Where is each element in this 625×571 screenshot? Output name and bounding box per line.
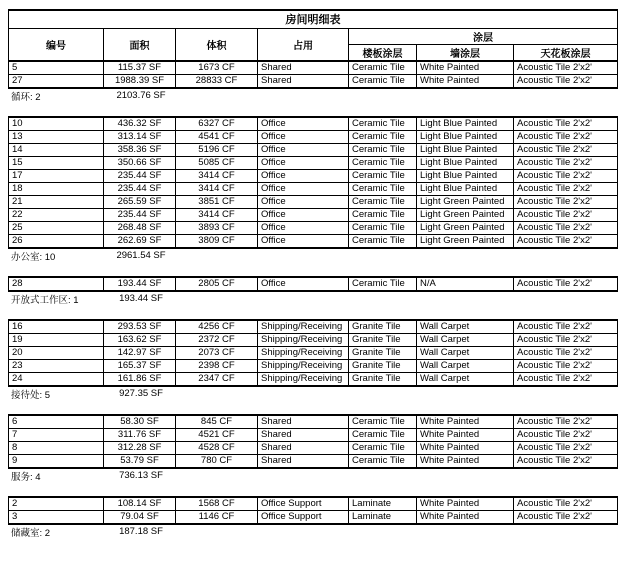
table-row [9,346,618,359]
table-row [9,221,618,234]
cell-area: 163.62 SF [104,333,176,346]
cell-volume: 3414 CF [176,182,258,195]
cell-wall-finish: White Painted [417,74,514,88]
cell-volume: 2398 CF [176,359,258,372]
group-footer [8,89,617,103]
table-row [9,441,618,454]
cell-floor-finish: Granite Tile [349,359,417,372]
col-header-area: 面积 [104,28,176,61]
cell-number: 6 [9,415,104,429]
cell-volume: 3414 CF [176,169,258,182]
cell-occupancy: Office Support [258,497,349,511]
cell-number: 5 [9,61,104,75]
group-rows [9,415,618,468]
cell-floor-finish: Ceramic Tile [349,182,417,195]
cell-ceiling-finish: Acoustic Tile 2'x2' [514,156,618,169]
cell-area: 350.66 SF [104,156,176,169]
cell-ceiling-finish: Acoustic Tile 2'x2' [514,169,618,182]
cell-wall-finish: Wall Carpet [417,372,514,386]
cell-volume: 4521 CF [176,428,258,441]
cell-floor-finish: Ceramic Tile [349,143,417,156]
cell-volume: 6327 CF [176,117,258,131]
cell-number: 15 [9,156,104,169]
cell-ceiling-finish: Acoustic Tile 2'x2' [514,277,618,291]
group-footer-total: 187.18 SF [119,526,163,537]
group-footer-total: 2103.76 SF [116,90,166,101]
table-row [9,195,618,208]
table-row [9,156,618,169]
col-header-occupancy: 占用 [258,28,349,61]
cell-volume: 4256 CF [176,320,258,334]
table-row [9,497,618,511]
cell-floor-finish: Ceramic Tile [349,74,417,88]
table-row [9,428,618,441]
cell-volume: 3851 CF [176,195,258,208]
cell-occupancy: Office [258,234,349,248]
cell-floor-finish: Laminate [349,510,417,524]
table-row [9,61,618,75]
schedule-group-table [8,414,618,469]
table-row [9,169,618,182]
cell-number: 13 [9,130,104,143]
cell-number: 21 [9,195,104,208]
cell-number: 8 [9,441,104,454]
group-footer-total: 193.44 SF [119,293,163,304]
cell-ceiling-finish: Acoustic Tile 2'x2' [514,428,618,441]
cell-volume: 1568 CF [176,497,258,511]
schedule-group-table [8,116,618,249]
cell-floor-finish: Ceramic Tile [349,415,417,429]
cell-wall-finish: White Painted [417,454,514,468]
cell-ceiling-finish: Acoustic Tile 2'x2' [514,333,618,346]
table-row [9,277,618,291]
cell-wall-finish: Light Blue Painted [417,117,514,131]
table-row [9,130,618,143]
cell-floor-finish: Ceramic Tile [349,169,417,182]
cell-ceiling-finish: Acoustic Tile 2'x2' [514,195,618,208]
cell-wall-finish: White Painted [417,428,514,441]
cell-wall-finish: Light Blue Painted [417,182,514,195]
cell-number: 24 [9,372,104,386]
cell-area: 358.36 SF [104,143,176,156]
cell-area: 165.37 SF [104,359,176,372]
cell-number: 10 [9,117,104,131]
cell-wall-finish: Light Blue Painted [417,130,514,143]
schedule-group-table [8,496,618,525]
cell-area: 235.44 SF [104,182,176,195]
table-row [9,510,618,524]
cell-number: 7 [9,428,104,441]
cell-occupancy: Office [258,156,349,169]
cell-ceiling-finish: Acoustic Tile 2'x2' [514,61,618,75]
cell-floor-finish: Granite Tile [349,346,417,359]
cell-area: 268.48 SF [104,221,176,234]
col-header-wall-finish: 墙涂层 [417,44,514,61]
cell-floor-finish: Ceramic Tile [349,156,417,169]
cell-floor-finish: Ceramic Tile [349,454,417,468]
col-header-floor-finish: 楼板涂层 [349,44,417,61]
cell-area: 293.53 SF [104,320,176,334]
schedule-table [8,9,618,89]
cell-occupancy: Office [258,169,349,182]
cell-ceiling-finish: Acoustic Tile 2'x2' [514,415,618,429]
cell-volume: 1146 CF [176,510,258,524]
cell-occupancy: Office Support [258,510,349,524]
group-footer-total: 927.35 SF [119,388,163,399]
cell-volume: 2073 CF [176,346,258,359]
cell-area: 161.86 SF [104,372,176,386]
cell-occupancy: Office [258,221,349,234]
cell-ceiling-finish: Acoustic Tile 2'x2' [514,346,618,359]
cell-volume: 4528 CF [176,441,258,454]
cell-occupancy: Shared [258,428,349,441]
table-row [9,208,618,221]
cell-ceiling-finish: Acoustic Tile 2'x2' [514,117,618,131]
group-footer-label: 服务: 4 [11,471,41,483]
table-row [9,74,618,88]
cell-wall-finish: Light Green Painted [417,208,514,221]
cell-floor-finish: Ceramic Tile [349,61,417,75]
cell-area: 313.14 SF [104,130,176,143]
cell-number: 2 [9,497,104,511]
group-footer [8,249,617,263]
group-footer-label: 办公室: 10 [11,251,56,263]
cell-occupancy: Shipping/Receiving [258,320,349,334]
cell-area: 235.44 SF [104,208,176,221]
cell-area: 108.14 SF [104,497,176,511]
cell-area: 262.69 SF [104,234,176,248]
cell-occupancy: Shared [258,441,349,454]
cell-ceiling-finish: Acoustic Tile 2'x2' [514,441,618,454]
cell-number: 25 [9,221,104,234]
cell-wall-finish: Light Blue Painted [417,169,514,182]
cell-floor-finish: Ceramic Tile [349,234,417,248]
cell-number: 14 [9,143,104,156]
table-row [9,454,618,468]
cell-floor-finish: Granite Tile [349,372,417,386]
cell-occupancy: Shipping/Receiving [258,346,349,359]
group-footer-total: 2961.54 SF [116,250,166,261]
cell-number: 19 [9,333,104,346]
cell-volume: 3893 CF [176,221,258,234]
cell-ceiling-finish: Acoustic Tile 2'x2' [514,320,618,334]
cell-number: 27 [9,74,104,88]
cell-occupancy: Shared [258,454,349,468]
cell-floor-finish: Granite Tile [349,320,417,334]
group-rows [9,277,618,291]
cell-volume: 2372 CF [176,333,258,346]
group-footer-total: 736.13 SF [119,470,163,481]
cell-volume: 845 CF [176,415,258,429]
cell-wall-finish: White Painted [417,510,514,524]
table-row [9,333,618,346]
table-row [9,320,618,334]
cell-number: 9 [9,454,104,468]
cell-wall-finish: N/A [417,277,514,291]
cell-wall-finish: Wall Carpet [417,333,514,346]
cell-ceiling-finish: Acoustic Tile 2'x2' [514,510,618,524]
header-row-1 [9,28,618,44]
table-row [9,359,618,372]
cell-ceiling-finish: Acoustic Tile 2'x2' [514,182,618,195]
cell-occupancy: Shipping/Receiving [258,359,349,372]
cell-wall-finish: Wall Carpet [417,346,514,359]
cell-area: 142.97 SF [104,346,176,359]
schedule-title: 房间明细表 [9,10,618,28]
cell-area: 115.37 SF [104,61,176,75]
table-row [9,372,618,386]
table-row [9,117,618,131]
cell-wall-finish: Light Blue Painted [417,156,514,169]
cell-wall-finish: Light Green Painted [417,221,514,234]
cell-volume: 1673 CF [176,61,258,75]
cell-volume: 780 CF [176,454,258,468]
cell-occupancy: Office [258,130,349,143]
group-rows [9,117,618,248]
group-footer-label: 接待处: 5 [11,389,51,401]
group-footer-label: 开放式工作区: 1 [11,294,79,306]
group-rows [9,497,618,524]
cell-wall-finish: Wall Carpet [417,320,514,334]
cell-volume: 2347 CF [176,372,258,386]
cell-volume: 5085 CF [176,156,258,169]
col-header-volume: 体积 [176,28,258,61]
col-header-number: 编号 [9,28,104,61]
cell-floor-finish: Ceramic Tile [349,130,417,143]
cell-occupancy: Shared [258,61,349,75]
cell-occupancy: Shipping/Receiving [258,333,349,346]
cell-ceiling-finish: Acoustic Tile 2'x2' [514,234,618,248]
cell-volume: 2805 CF [176,277,258,291]
cell-occupancy: Office [258,208,349,221]
cell-occupancy: Office [258,117,349,131]
col-group-header-finishes: 涂层 [349,28,618,44]
schedule-group-table [8,276,618,292]
cell-floor-finish: Ceramic Tile [349,221,417,234]
cell-ceiling-finish: Acoustic Tile 2'x2' [514,130,618,143]
cell-number: 22 [9,208,104,221]
group-blocks [8,89,617,539]
cell-wall-finish: White Painted [417,415,514,429]
cell-occupancy: Office [258,277,349,291]
cell-floor-finish: Ceramic Tile [349,117,417,131]
cell-occupancy: Shared [258,74,349,88]
cell-ceiling-finish: Acoustic Tile 2'x2' [514,74,618,88]
table-row [9,415,618,429]
table-row [9,234,618,248]
cell-wall-finish: Light Blue Painted [417,143,514,156]
cell-area: 1988.39 SF [104,74,176,88]
cell-floor-finish: Laminate [349,497,417,511]
group-footer [8,525,617,539]
cell-wall-finish: Light Green Painted [417,195,514,208]
cell-area: 312.28 SF [104,441,176,454]
cell-ceiling-finish: Acoustic Tile 2'x2' [514,454,618,468]
cell-area: 436.32 SF [104,117,176,131]
cell-volume: 3809 CF [176,234,258,248]
cell-ceiling-finish: Acoustic Tile 2'x2' [514,359,618,372]
group-footer [8,469,617,483]
cell-occupancy: Office [258,195,349,208]
group-footer-label: 储藏室: 2 [11,527,51,539]
cell-area: 193.44 SF [104,277,176,291]
cell-wall-finish: White Painted [417,61,514,75]
group-rows [9,61,618,88]
table-row [9,182,618,195]
cell-floor-finish: Ceramic Tile [349,195,417,208]
cell-number: 23 [9,359,104,372]
cell-floor-finish: Ceramic Tile [349,428,417,441]
cell-area: 311.76 SF [104,428,176,441]
cell-ceiling-finish: Acoustic Tile 2'x2' [514,208,618,221]
cell-area: 53.79 SF [104,454,176,468]
cell-number: 18 [9,182,104,195]
group-rows [9,320,618,386]
group-footer [8,292,617,306]
cell-ceiling-finish: Acoustic Tile 2'x2' [514,221,618,234]
table-row [9,143,618,156]
schedule-group-table [8,319,618,387]
schedule-header [9,10,618,61]
cell-wall-finish: White Painted [417,441,514,454]
cell-number: 26 [9,234,104,248]
cell-ceiling-finish: Acoustic Tile 2'x2' [514,143,618,156]
cell-volume: 3414 CF [176,208,258,221]
cell-number: 3 [9,510,104,524]
cell-number: 28 [9,277,104,291]
cell-number: 17 [9,169,104,182]
cell-floor-finish: Ceramic Tile [349,441,417,454]
cell-floor-finish: Ceramic Tile [349,208,417,221]
cell-area: 265.59 SF [104,195,176,208]
cell-occupancy: Shared [258,415,349,429]
cell-volume: 28833 CF [176,74,258,88]
cell-ceiling-finish: Acoustic Tile 2'x2' [514,372,618,386]
cell-volume: 4541 CF [176,130,258,143]
cell-floor-finish: Granite Tile [349,333,417,346]
group-footer-label: 循环: 2 [11,91,41,103]
cell-floor-finish: Ceramic Tile [349,277,417,291]
cell-number: 16 [9,320,104,334]
col-header-ceiling-finish: 天花板涂层 [514,44,618,61]
cell-occupancy: Office [258,182,349,195]
cell-area: 58.30 SF [104,415,176,429]
cell-ceiling-finish: Acoustic Tile 2'x2' [514,497,618,511]
group-footer [8,387,617,401]
cell-occupancy: Office [258,143,349,156]
cell-wall-finish: Light Green Painted [417,234,514,248]
cell-area: 79.04 SF [104,510,176,524]
cell-area: 235.44 SF [104,169,176,182]
cell-number: 20 [9,346,104,359]
cell-wall-finish: Wall Carpet [417,359,514,372]
cell-occupancy: Shipping/Receiving [258,372,349,386]
title-row [9,10,618,28]
cell-volume: 5196 CF [176,143,258,156]
cell-wall-finish: White Painted [417,497,514,511]
